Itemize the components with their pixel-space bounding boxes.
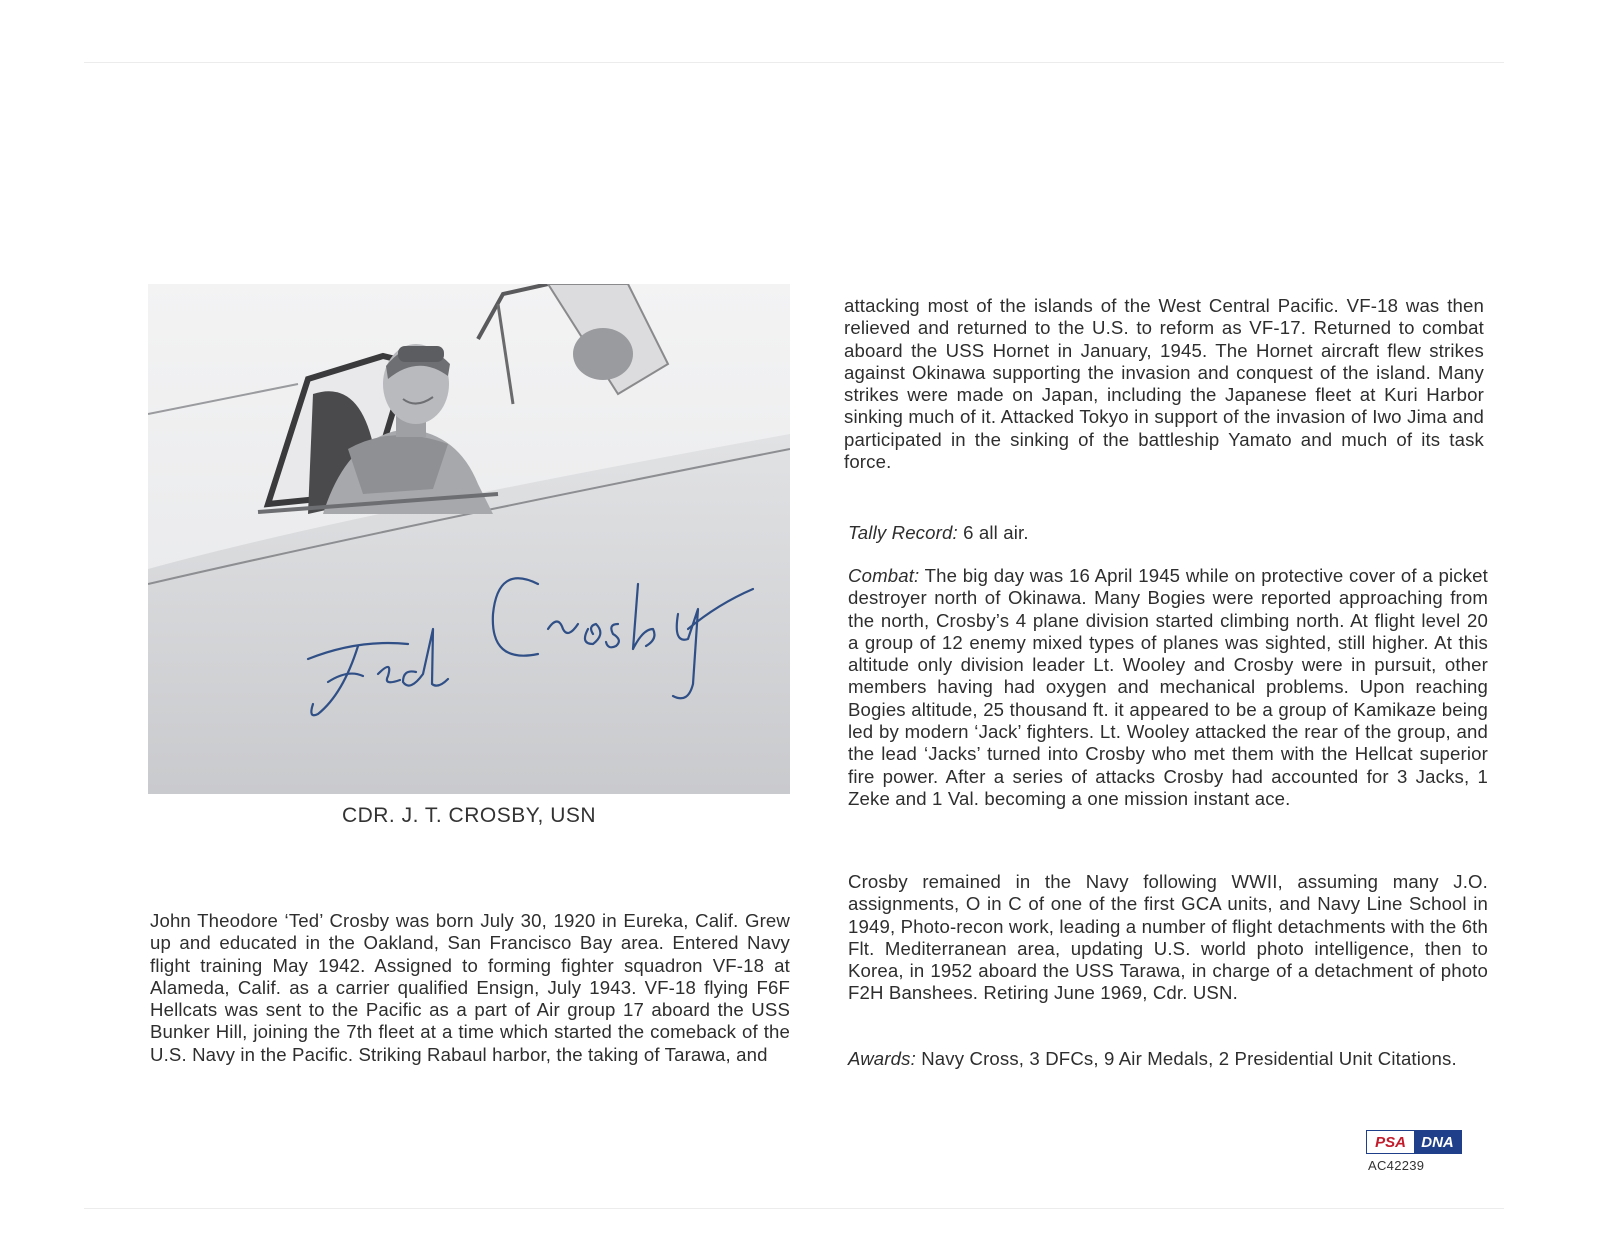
bottom-edge-line (84, 1208, 1504, 1209)
service-history-paragraph: attacking most of the islands of the West Central Pacific. VF-18 was then relieved and returned to the U.S. to reform as VF-17. Returned to combat aboard the USS Hornet in January, 1945. The Hornet aircraft flew strikes against Okinawa supporting the invasion and conquest of the island. Many strikes were made on Japan, including the Japanese fleet at Kuri Harbor sinking much of it. Attacked Tokyo in support of the invasion of Iwo Jima and participated in the sinking of the battleship Yamato and much of its task force. (844, 295, 1484, 473)
tally-record-paragraph (848, 522, 1488, 544)
psa-logo-text: PSA (1367, 1131, 1414, 1153)
awards-paragraph (848, 1048, 1488, 1070)
tally-record-value: 6 all air. (957, 522, 1029, 543)
tally-record-label: Tally Record: (848, 522, 958, 543)
biography-paragraph: John Theodore ‘Ted’ Crosby was born July 30, 1920 in Eureka, Calif. Grew up and educated in the Oakland, San Francisco Bay area. Entered Navy flight training May 1942. Assigned to forming fighter squadron VF-18 at Alameda, Calif. as a carrier qualified Ensign, July 1943. VF-18 flying F6F Hellcats was sent to the Pacific as a part of Air group 17 aboard the USS Bunker Hill, joining the 7th fleet at a time which started the comeback of the U.S. Navy in the Pacific. Striking Rabaul harbor, the taking of Tarawa, and (150, 910, 790, 1065)
psa-dna-logo (1366, 1130, 1462, 1154)
top-edge-line (84, 62, 1504, 63)
post-war-career-paragraph: Crosby remained in the Navy following WWII, assuming many J.O. assignments, O in C of one of the first GCA units, and Navy Line School in 1949, Photo-recon work, leading a number of flight detachments with the 6th Flt. Mediterranean area, updating U.S. world photo intelligence, then to Korea, in 1952 aboard the USS Tarawa, in charge of a detachment of photo F2H Banshees. Retiring June 1969, Cdr. USN. (848, 871, 1488, 1004)
pilot-photo (148, 284, 790, 794)
combat-paragraph (848, 565, 1488, 810)
dna-logo-text: DNA (1414, 1131, 1461, 1153)
awards-label: Awards: (848, 1048, 916, 1069)
photo-caption: CDR. J. T. CROSBY, USN (341, 804, 597, 827)
certificate-code: AC42239 (1368, 1158, 1425, 1173)
cockpit-photo-illustration (148, 284, 790, 794)
combat-label: Combat: (848, 565, 920, 586)
authentication-sticker (1366, 1130, 1476, 1173)
combat-text: The big day was 16 April 1945 while on protective cover of a picket destroyer north of Okinawa. Many Bogies were reported approaching from the north, Crosby’s 4 plane division started climbing north. At flight level 20 a group of 12 enemy mixed types of planes was sighted, still higher. At this altitude only division leader Lt. Wooley and Crosby were in pursuit, other members having had oxygen and mechanical problems. Upon reaching Bogies altitude, 25 thousand ft. it appeared to be a group of Kamikaze being led by modern ‘Jack’ fighters. Lt. Wooley attacked the rear of the group, and the lead ‘Jacks’ turned into Crosby who met them with the Hellcat superior fire power. After a series of attacks Crosby had accounted for 3 Jacks, 1 Zeke and 1 Val. becoming a one mission instant ace. (848, 565, 1488, 809)
awards-text: Navy Cross, 3 DFCs, 9 Air Medals, 2 Presidential Unit Citations. (915, 1048, 1457, 1069)
